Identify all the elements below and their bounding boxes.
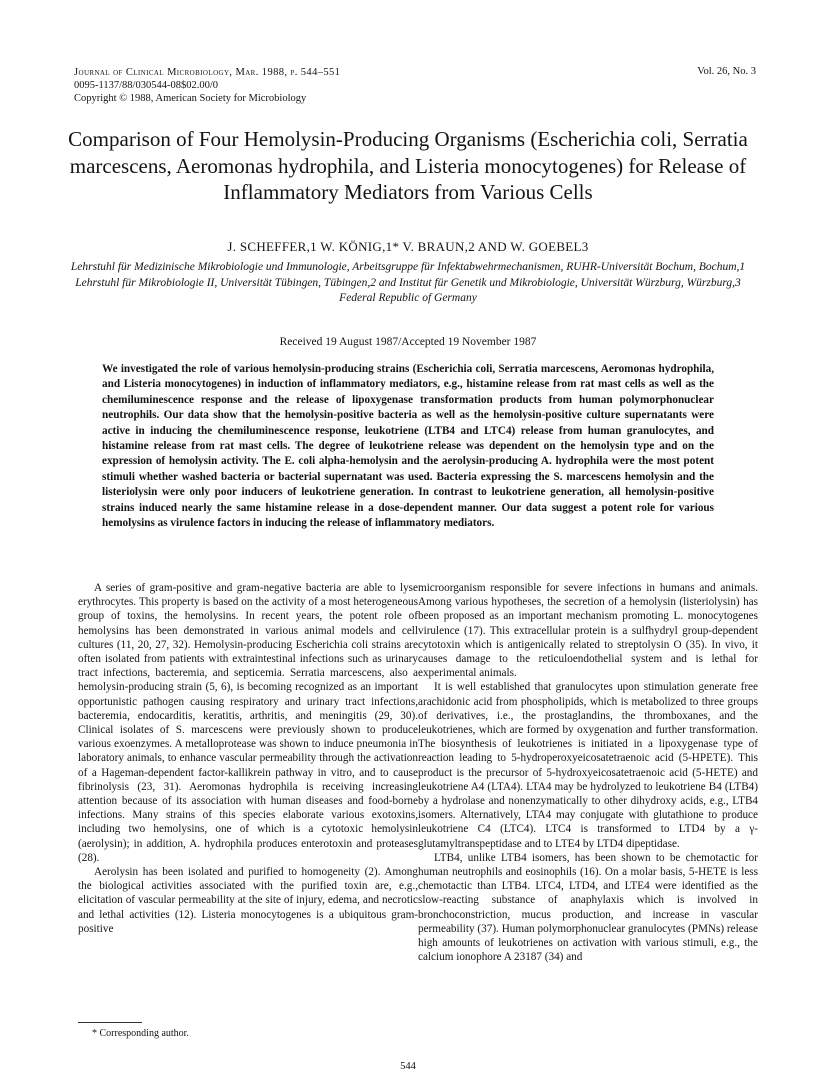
volume-issue: Vol. 26, No. 3	[697, 66, 756, 77]
footnote-divider	[78, 1022, 142, 1023]
copyright-line: Copyright © 1988, American Society for Microbiology	[74, 93, 307, 105]
left-column	[78, 581, 418, 936]
footnote: * Corresponding author.	[92, 1028, 189, 1039]
affiliations: Lehrstuhl für Medizinische Mikrobiologie und Immunologie, Arbeitsgruppe für Infektabwehrmechanismen, RUHR-Universität Bochum, Bochum,1 Lehrstuhl für Mikrobiologie II, Universität Tübingen, Tübingen,2 and Institut für Genetik und Mikrobiologie, Universität Würzburg, Würzburg,3 Federal Republic of Germany	[70, 261, 746, 304]
article-title: Comparison of Four Hemolysin-Producing Organisms (Escherichia coli, Serratia marcescens, Aeromonas hydrophila, and Listeria monocytogenes) for Release of Inflammatory Mediators from Various Cells	[68, 127, 748, 204]
journal-citation: Journal of Clinical Microbiology, Mar. 1988, p. 544–551	[74, 67, 341, 78]
paragraph: Aerolysin has been isolated and purified to homogeneity (2). Among the biological activities associated with the purified toxin are, e.g., elicitation of vascular permeability at the site of injury, edema, and necrotic and lethal activities (12). Listeria monocytogenes is a ubiquitous gram-positive	[78, 866, 418, 935]
paragraph: microorganism responsible for severe infections in humans and animals. Among various hypotheses, the secretion of a hemolysin (listeriolysin) has been proposed as an important mechanism promoting L. monocytogenes virulence (17). This extracellular protein is a sulfhydryl group-dependent cytotoxin which is antigenically related to streptolysin O (35). In vivo, it causes damage to the reticuloendothelial system and is lethal for experimental animals.	[418, 582, 758, 680]
paragraph: A series of gram-positive and gram-negative bacteria are able to lyse erythrocytes. This property is based on the activity of a most heterogeneous group of toxins, the hemolysins. In recent years, the potent role of hemolysins has been demonstrated in various animal models and cell cultures (11, 20, 27, 32). Hemolysin-producing Escherichia coli strains are often isolated from patients with extraintestinal infections such as urinary tract infections, bacteremia, and septicemia. Serratia marcescens, also a hemolysin-producing strain (5, 6), is becoming recognized as an important opportunistic pathogen causing respiratory and urinary tract infections, bacteremia, endocarditis, keratitis, arthritis, and meningitis (29, 30). Clinical isolates of S. marcescens were previously shown to produce various exoenzymes. A metalloprotease was shown to induce pneumonia in laboratory animals, to enhance vascular permeability through the activation of a Hageman-dependent factor-kallikrein pathway in vitro, and to cause fibrinolysis (23, 31). Aeromonas hydrophila is receiving increasing attention because of its association with human diseases and food-borne infections. Many strains of this species elaborate various exotoxins, including two hemolysins, one of which is a cytotoxic hemolysin (aerolysin); in addition, A. hydrophila produces enterotoxin and proteases (28).	[78, 582, 418, 864]
right-column	[418, 581, 758, 964]
paragraph: LTB4, unlike LTB4 isomers, has been shown to be chemotactic for human neutrophils and eosinophils (16). On a molar basis, 5-HETE is less chemotactic than LTB4. LTC4, LTD4, and LTE4 were identified as the slow-reacting substance of anaphylaxis which is involved in bronchoconstriction, mucus production, and increase in vascular permeability (37). Human polymorphonuclear granulocytes (PMNs) release high amounts of leukotrienes on activation with various stimuli, e.g., the calcium ionophore A 23187 (34) and	[418, 851, 758, 964]
received-dates: Received 19 August 1987/Accepted 19 November 1987	[279, 336, 537, 348]
page-number: 544	[400, 1061, 416, 1072]
author-list: J. SCHEFFER,1 W. KÖNIG,1* V. BRAUN,2 AND W. GOEBEL3	[227, 239, 589, 254]
paragraph: It is well established that granulocytes upon stimulation generate free arachidonic acid from phospholipids, which is metabolized to three groups of derivatives, i.e., the prostaglandins, the thromboxanes, and the leukotrienes, which are formed by oxygenation and further transformation. The biosynthesis of leukotrienes is initiated in a lipoxygenase type of reaction leading to 5-hydroperoxyeicosatetraenoic acid (5-HPETE). This product is the precursor of 5-hydroxyeicosatetraenoic acid (5-HETE) and leukotriene A4 (LTA4). LTA4 may be hydrolyzed to leukotriene B4 (LTB4) by a hydrolase and nonenzymatically to other dihydroxy acids, e.g., LTB4 isomers. Alternatively, LTA4 may conjugate with glutathione to produce leukotriene C4 (LTC4). LTC4 is transformed to LTD4 by a γ-glutamyltranspeptidase and to LTE4 by LTD4 dipeptidase.	[418, 681, 758, 850]
journal-header	[74, 66, 340, 106]
article-code: 0095-1137/88/030544-08$02.00/0	[74, 80, 218, 92]
abstract: We investigated the role of various hemolysin-producing strains (Escherichia coli, Serratia marcescens, Aeromonas hydrophila, and Listeria monocytogenes) in induction of inflammatory mediators, e.g., histamine release from rat mast cells as well as the chemiluminescence response and the release of lipoxygenase transformation products from human polymorphonuclear neutrophils. Our data show that the hemolysin-positive bacteria as well as the hemolysin-positive culture supernatants were active in inducing the chemiluminescence response, leukotriene (LTB4 and LTC4) release from human granulocytes, and histamine release from rat mast cells. The degree of leukotriene release was dependent on the hemolysin type and on the expression of hemolysin activity. The E. coli alpha-hemolysin and the aerolysin-producing A. hydrophila were the most potent stimuli whether washed bacteria or bacterial supernatant was used. Bacteria expressing the S. marcescens hemolysin and the listeriolysin were only poor inducers of leukotriene generation. In contrast to leukotriene generation, all hemolysin-positive strains induced nearly the same histamine release in a dose-dependent manner. Our data suggest a potent role for various hemolysins as virulence factors in inducing the release of inflammatory mediators.	[102, 363, 714, 530]
